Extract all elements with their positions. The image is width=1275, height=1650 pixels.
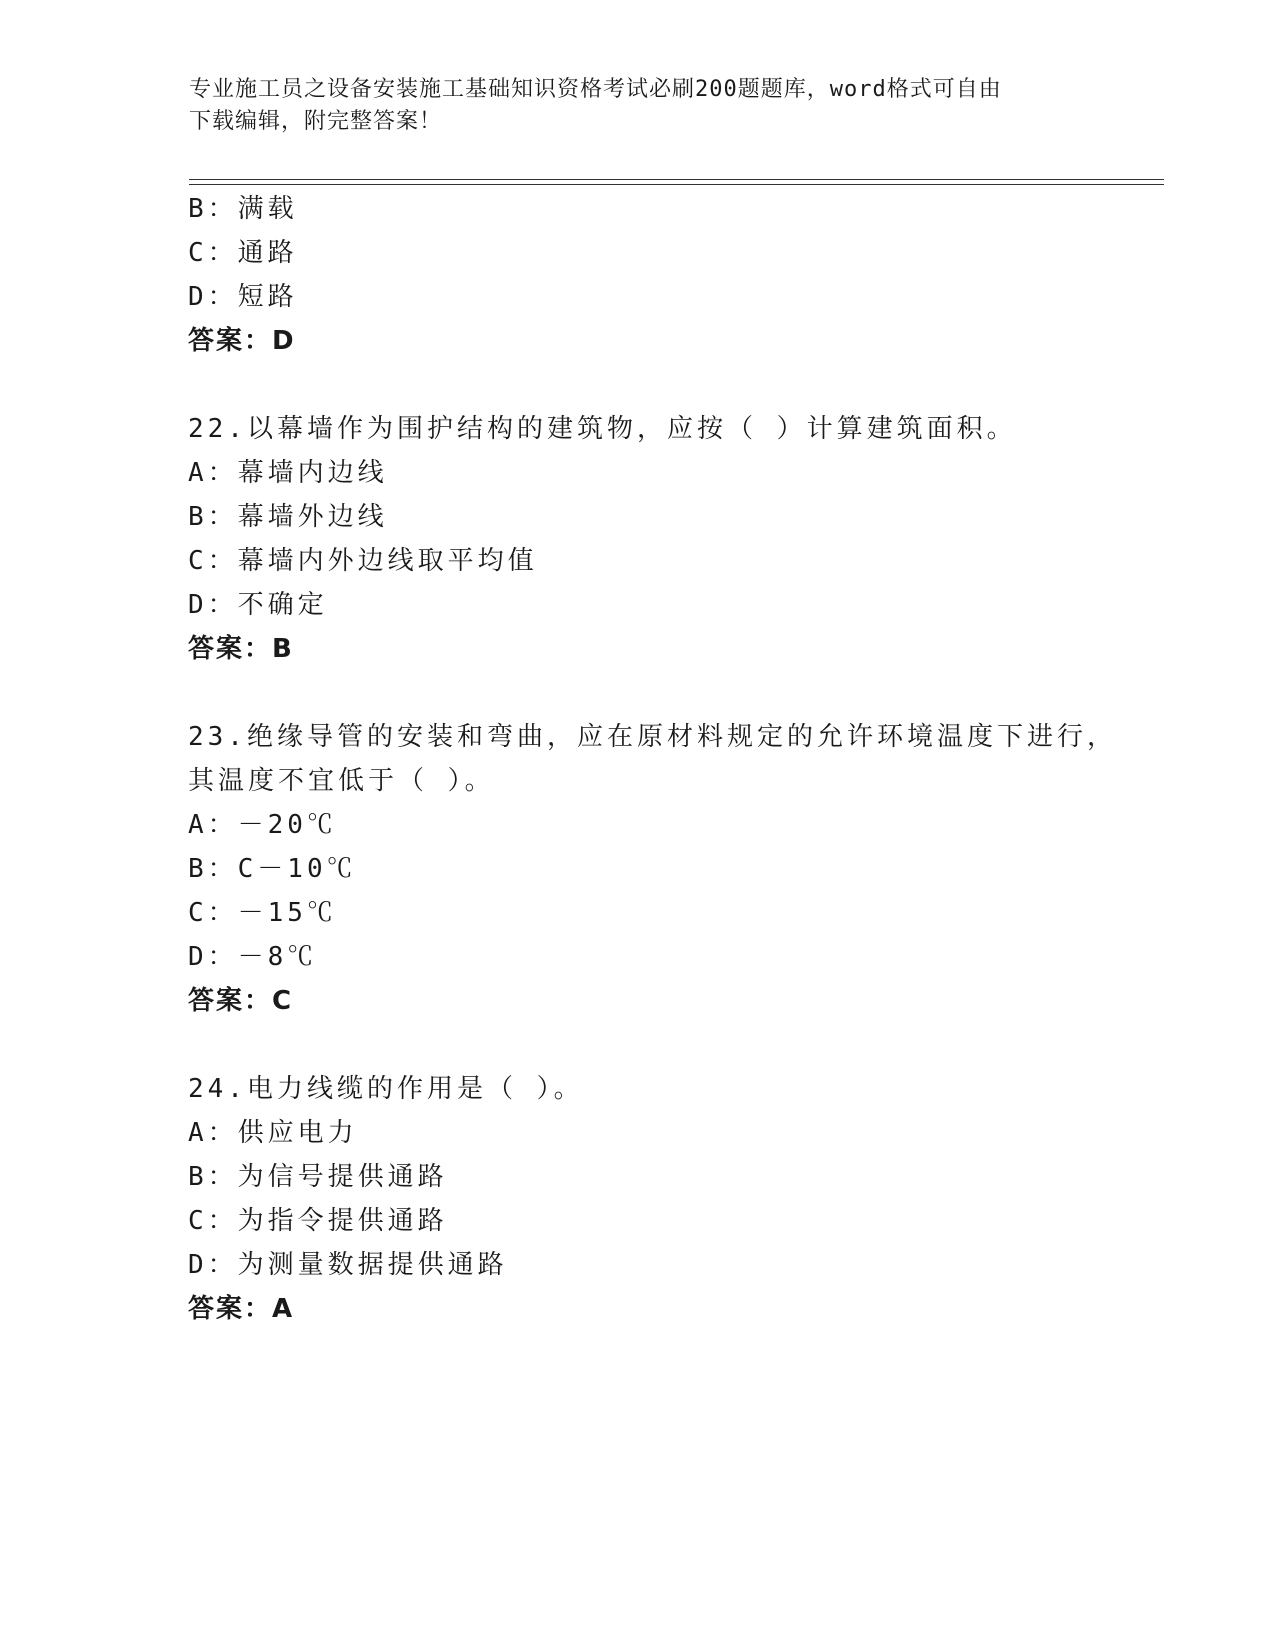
option-text: 幕墙外边线 — [237, 502, 388, 532]
option-text: 通路 — [237, 238, 298, 268]
option-text: 短路 — [237, 282, 298, 312]
q24-option-c — [188, 1204, 448, 1238]
option-text: 幕墙内外边线取平均值 — [237, 546, 538, 576]
option-text: 供应电力 — [237, 1118, 358, 1148]
q21-answer: 答案：D — [188, 326, 296, 356]
option-letter: B： — [188, 854, 238, 884]
q24-option-b — [188, 1160, 448, 1194]
option-letter: A： — [188, 458, 238, 488]
option-text: 为测量数据提供通路 — [237, 1250, 508, 1280]
option-letter: B： — [188, 502, 238, 532]
q23-option-c — [188, 896, 337, 930]
q24-option-d — [188, 1248, 508, 1282]
q23-stem-line-1: 23.绝缘导管的安装和弯曲，应在原材料规定的允许环境温度下进行， — [188, 722, 1117, 752]
q22-option-c — [188, 544, 538, 578]
q22-option-d — [188, 588, 328, 622]
q21-option-d — [188, 280, 298, 314]
option-letter: B： — [188, 1162, 238, 1192]
option-text: C－10℃ — [237, 854, 357, 884]
option-text: 为指令提供通路 — [237, 1206, 448, 1236]
q24-stem: 24.电力线缆的作用是（ ）。 — [188, 1074, 584, 1104]
q23-answer: 答案：C — [188, 986, 294, 1016]
q21-option-b — [188, 192, 298, 226]
header-title-line-1: 专业施工员之设备安装施工基础知识资格考试必刷200题题库，word格式可自由 — [189, 77, 1002, 102]
q22-option-a — [188, 456, 388, 490]
q22-option-b — [188, 500, 388, 534]
option-text: 为信号提供通路 — [237, 1162, 448, 1192]
option-letter: D： — [188, 942, 238, 972]
document-header — [189, 74, 1089, 138]
option-letter: A： — [188, 810, 238, 840]
option-text: －8℃ — [237, 942, 318, 972]
option-letter: A： — [188, 1118, 238, 1148]
header-title-line-2: 下载编辑，附完整答案！ — [189, 109, 443, 134]
header-divider-top — [189, 179, 1164, 180]
option-letter: D： — [188, 282, 238, 312]
option-letter: C： — [188, 898, 238, 928]
q23-stem-line-2: 其温度不宜低于（ ）。 — [188, 766, 495, 796]
q22-stem: 22.以幕墙作为围护结构的建筑物，应按（ ）计算建筑面积。 — [188, 414, 1017, 444]
option-letter: B： — [188, 194, 238, 224]
option-text: －20℃ — [237, 810, 337, 840]
q23-option-a — [188, 808, 337, 842]
q24-answer: 答案：A — [188, 1294, 295, 1324]
q24-option-a — [188, 1116, 358, 1150]
q22-answer: 答案：B — [188, 634, 294, 664]
option-letter: D： — [188, 590, 238, 620]
option-letter: C： — [188, 546, 238, 576]
header-divider-bottom — [189, 184, 1164, 185]
q23-option-b — [188, 852, 357, 886]
option-text: 幕墙内边线 — [237, 458, 388, 488]
option-letter: C： — [188, 1206, 238, 1236]
option-text: 不确定 — [237, 590, 328, 620]
option-letter: D： — [188, 1250, 238, 1280]
option-letter: C： — [188, 238, 238, 268]
option-text: －15℃ — [237, 898, 337, 928]
option-text: 满载 — [237, 194, 298, 224]
q23-option-d — [188, 940, 317, 974]
q21-option-c — [188, 236, 298, 270]
